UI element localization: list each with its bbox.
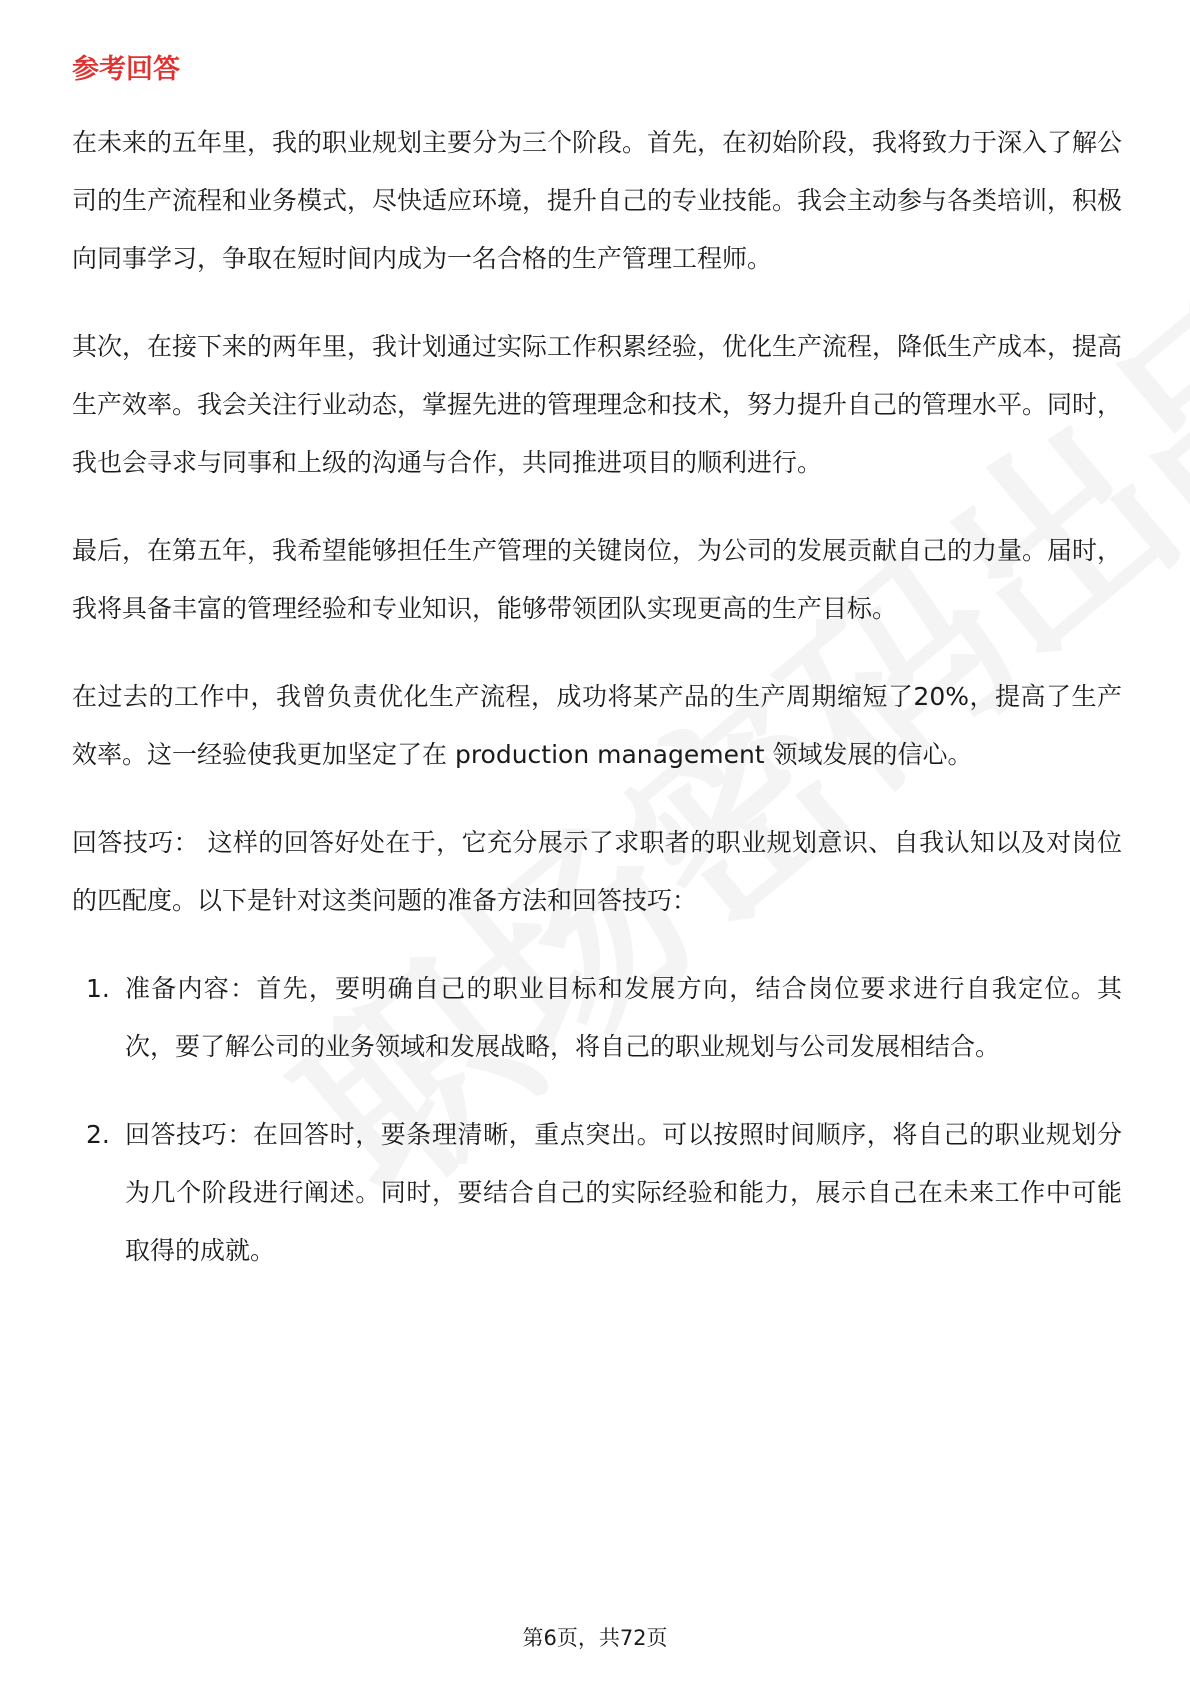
- paragraph-5: 回答技巧： 这样的回答好处在于，它充分展示了求职者的职业规划意识、自我认知以及对岗位的匹配度。以下是针对这类问题的准备方法和回答技巧：: [72, 828, 1122, 915]
- tips-list: [72, 960, 1122, 1280]
- list-item-number: 2.: [86, 1120, 110, 1149]
- list-item: [72, 960, 1122, 1076]
- page-footer: 第6页，共72页: [522, 1626, 668, 1650]
- list-item-text: 准备内容：首先，要明确自己的职业目标和发展方向，结合岗位要求进行自我定位。其次，要了解公司的业务领域和发展战略，将自己的职业规划与公司发展相结合。: [125, 974, 1122, 1061]
- paragraph-1: 在未来的五年里，我的职业规划主要分为三个阶段。首先，在初始阶段，我将致力于深入了解公司的生产流程和业务模式，尽快适应环境，提升自己的专业技能。我会主动参与各类培训，积极向同事学习，争取在短时间内成为一名合格的生产管理工程师。: [72, 128, 1123, 273]
- list-item-text: 回答技巧：在回答时，要条理清晰，重点突出。可以按照时间顺序，将自己的职业规划分为几个阶段进行阐述。同时，要结合自己的实际经验和能力，展示自己在未来工作中可能取得的成就。: [125, 1120, 1122, 1265]
- paragraph-2: 其次，在接下来的两年里，我计划通过实际工作积累经验，优化生产流程，降低生产成本，提高生产效率。我会关注行业动态，掌握先进的管理理念和技术，努力提升自己的管理水平。同时，我也会寻求与同事和上级的沟通与合作，共同推进项目的顺利进行。: [72, 332, 1123, 477]
- section-heading: 参考回答: [72, 54, 180, 85]
- list-item-number: 1.: [86, 974, 110, 1003]
- document-content: [72, 44, 1122, 1310]
- paragraph-4: 在过去的工作中，我曾负责优化生产流程，成功将某产品的生产周期缩短了20%，提高了生产效率。这一经验使我更加坚定了在 production management 领域发展的信心。: [72, 682, 1122, 769]
- list-item: [72, 1106, 1122, 1280]
- paragraph-3: 最后，在第五年，我希望能够担任生产管理的关键岗位，为公司的发展贡献自己的力量。届时，我将具备丰富的管理经验和专业知识，能够带领团队实现更高的生产目标。: [72, 536, 1123, 623]
